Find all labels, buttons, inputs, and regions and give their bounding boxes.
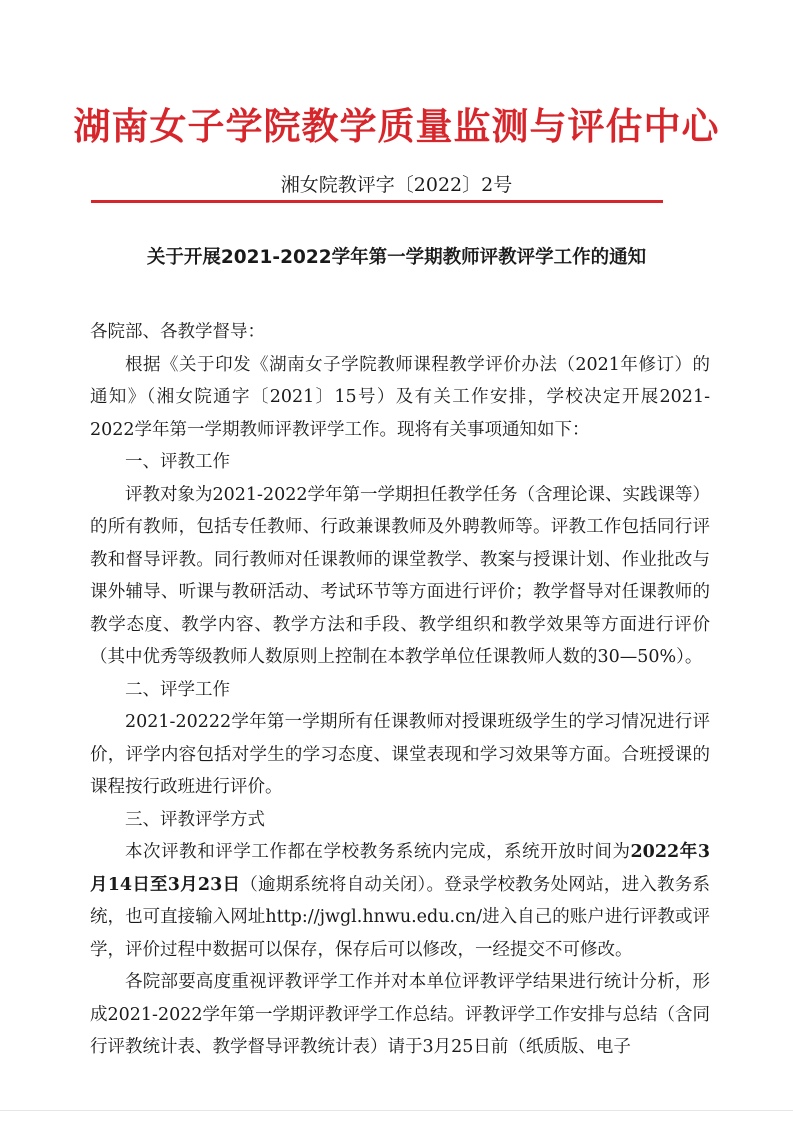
section-3-text-a: 本次评教和评学工作都在学校教务系统内完成，系统开放时间为 xyxy=(125,842,631,862)
notice-body xyxy=(90,316,710,1064)
salutation: 各院部、各教学督导： xyxy=(90,322,265,342)
document-number: 湘女院教评字〔2022〕2号 xyxy=(280,174,513,196)
masthead-org-name: 湖南女子学院教学质量监测与评估中心 xyxy=(73,105,720,148)
red-divider-line xyxy=(91,200,663,203)
section-1-heading: 一、评教工作 xyxy=(125,452,230,472)
section-1-body: 评教对象为2021-2022学年第一学期担任教学任务（含理论课、实践课等）的所有教师，包括专任教师、行政兼课教师及外聘教师等。评教工作包括同行评教和督导评教。同行教师对任课教师的课堂教学、教案与授课计划、作业批改与课外辅导、听课与教研活动、考试环节等方面进行评价；教学督导对任课教师的教学态度、教学内容、教学方法和手段、教学组织和教学效果等方面进行评价（其中优秀等级教师人数原则上控制在本教学单位任课教师人数的30—50%）。 xyxy=(90,484,710,667)
intro-paragraph: 根据《关于印发《湖南女子学院教师课程教学评价办法（2021年修订）的通知》（湘女院通字〔2021〕15号）及有关工作安排，学校决定开展2021-2022学年第一学期教师评教评学工作。现将有关事项通知如下： xyxy=(90,354,710,440)
section-2-heading: 二、评学工作 xyxy=(125,679,230,700)
section-2-body: 2021-20222学年第一学期所有任课教师对授课班级学生的学习情况进行评价，评学内容包括对学生的学习态度、课堂表现和学习效果等方面。合班授课的课程按行政班进行评价。 xyxy=(90,712,710,797)
section-3-heading: 三、评教评学方式 xyxy=(125,809,265,830)
section-3-body-1 xyxy=(90,836,710,966)
section-3-text-b: （逾期系统将自动关闭）。登录学校教务处网站，进入教务系统，也可直接输入网址http://jwgl.hnwu.edu.cn/进入自己的账户进行评教或评学，评价过程中数据可以保存，保存后可以修改，一经提交不可修改。 xyxy=(90,874,710,960)
page-bottom-rule xyxy=(0,1110,793,1111)
evaluation-period: 2022年3月14日至3月23日 xyxy=(90,842,710,895)
notice-title: 关于开展2021-2022学年第一学期教师评教评学工作的通知 xyxy=(146,247,647,268)
section-3-body-2: 各院部要高度重视评教评学工作并对本单位评教评学结果进行统计分析，形成2021-2022学年第一学期评教评学工作总结。评教评学工作安排与总结（含同行评教统计表、教学督导评教统计表）请于3月25日前（纸质版、电子 xyxy=(90,972,710,1057)
